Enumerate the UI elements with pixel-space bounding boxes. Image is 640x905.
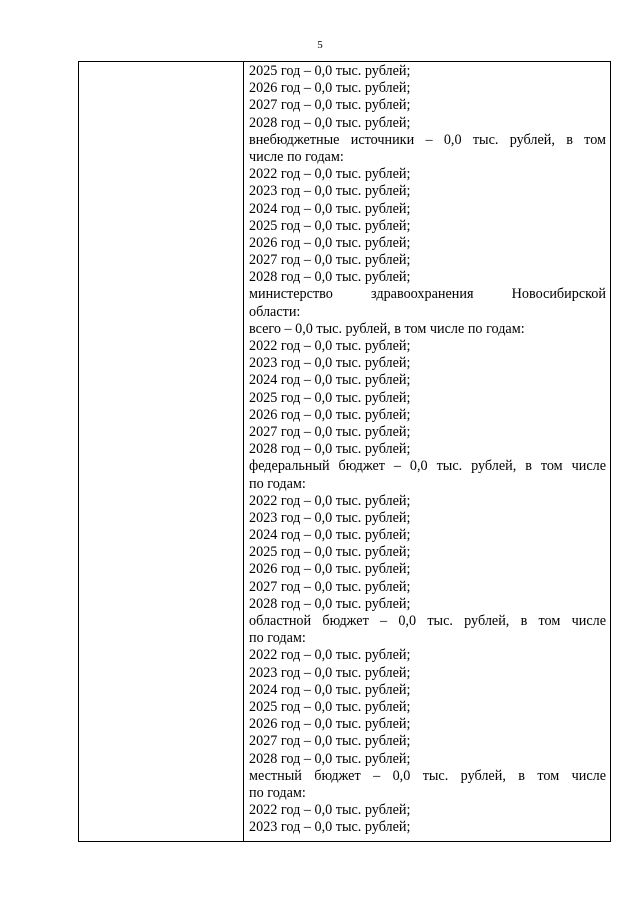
text-line: 2027 год – 0,0 тыс. рублей; bbox=[249, 578, 411, 595]
text-line: 2027 год – 0,0 тыс. рублей; bbox=[249, 252, 411, 269]
text-line: 2022 год – 0,0 тыс. рублей; bbox=[249, 492, 411, 509]
text-line: 2025 год – 0,0 тыс. рублей; bbox=[249, 544, 411, 561]
paragraph-last-line: по годам: bbox=[249, 784, 306, 801]
text-line: 2027 год – 0,0 тыс. рублей; bbox=[249, 733, 411, 750]
text-paragraph bbox=[249, 613, 606, 647]
paragraph-last-line: числе по годам: bbox=[249, 148, 344, 165]
text-line: 2024 год – 0,0 тыс. рублей; bbox=[249, 200, 411, 217]
paragraph-first-line: министерство здравоохранения Новосибирской bbox=[249, 286, 606, 303]
text-line: 2022 год – 0,0 тыс. рублей; bbox=[249, 647, 411, 664]
paragraph-first-line: внебюджетные источники – 0,0 тыс. рублей, в том bbox=[249, 131, 606, 148]
text-line: 2023 год – 0,0 тыс. рублей; bbox=[249, 664, 411, 681]
text-line: 2027 год – 0,0 тыс. рублей; bbox=[249, 423, 411, 440]
text-line: 2026 год – 0,0 тыс. рублей; bbox=[249, 561, 411, 578]
text-line: 2023 год – 0,0 тыс. рублей; bbox=[249, 355, 411, 372]
text-line: 2026 год – 0,0 тыс. рублей; bbox=[249, 234, 411, 251]
text-line: всего – 0,0 тыс. рублей, в том числе по годам: bbox=[249, 320, 525, 337]
text-paragraph bbox=[249, 458, 606, 492]
text-line: 2024 год – 0,0 тыс. рублей; bbox=[249, 681, 411, 698]
page-number: 5 bbox=[317, 39, 323, 51]
text-line: 2023 год – 0,0 тыс. рублей; bbox=[249, 819, 411, 836]
text-line: 2022 год – 0,0 тыс. рублей; bbox=[249, 802, 411, 819]
text-line: 2028 год – 0,0 тыс. рублей; bbox=[249, 114, 411, 131]
text-line: 2025 год – 0,0 тыс. рублей; bbox=[249, 699, 411, 715]
right-column-cell bbox=[249, 63, 606, 837]
text-paragraph bbox=[249, 286, 606, 320]
paragraph-last-line: по годам: bbox=[249, 475, 306, 492]
column-divider bbox=[243, 62, 244, 841]
text-line: 2023 год – 0,0 тыс. рублей; bbox=[249, 183, 411, 200]
paragraph-last-line: по годам: bbox=[249, 630, 306, 647]
text-line: 2024 год – 0,0 тыс. рублей; bbox=[249, 527, 411, 544]
text-line: 2025 год – 0,0 тыс. рублей; bbox=[249, 389, 411, 406]
text-line: 2027 год – 0,0 тыс. рублей; bbox=[249, 97, 411, 114]
text-line: 2026 год – 0,0 тыс. рублей; bbox=[249, 716, 411, 733]
text-line: 2028 год – 0,0 тыс. рублей; bbox=[249, 595, 411, 612]
text-paragraph bbox=[249, 768, 606, 802]
text-line: 2023 год – 0,0 тыс. рублей; bbox=[249, 509, 411, 526]
text-line: 2028 год – 0,0 тыс. рублей; bbox=[249, 750, 411, 767]
text-paragraph bbox=[249, 132, 606, 166]
text-line: 2022 год – 0,0 тыс. рублей; bbox=[249, 338, 411, 355]
paragraph-first-line: федеральный бюджет – 0,0 тыс. рублей, в том числе bbox=[249, 458, 606, 475]
text-line: 2025 год – 0,0 тыс. рублей; bbox=[249, 217, 411, 234]
text-line: 2026 год – 0,0 тыс. рублей; bbox=[249, 80, 411, 97]
paragraph-first-line: областной бюджет – 0,0 тыс. рублей, в том числе bbox=[249, 613, 606, 630]
text-line: 2025 год – 0,0 тыс. рублей; bbox=[249, 63, 411, 79]
text-line: 2022 год – 0,0 тыс. рублей; bbox=[249, 166, 411, 183]
text-line: 2028 год – 0,0 тыс. рублей; bbox=[249, 269, 411, 286]
financing-table bbox=[78, 61, 611, 842]
text-line: 2024 год – 0,0 тыс. рублей; bbox=[249, 372, 411, 389]
text-line: 2026 год – 0,0 тыс. рублей; bbox=[249, 406, 411, 423]
paragraph-last-line: области: bbox=[249, 303, 301, 320]
paragraph-first-line: местный бюджет – 0,0 тыс. рублей, в том числе bbox=[249, 767, 606, 784]
text-line: 2028 год – 0,0 тыс. рублей; bbox=[249, 441, 411, 458]
